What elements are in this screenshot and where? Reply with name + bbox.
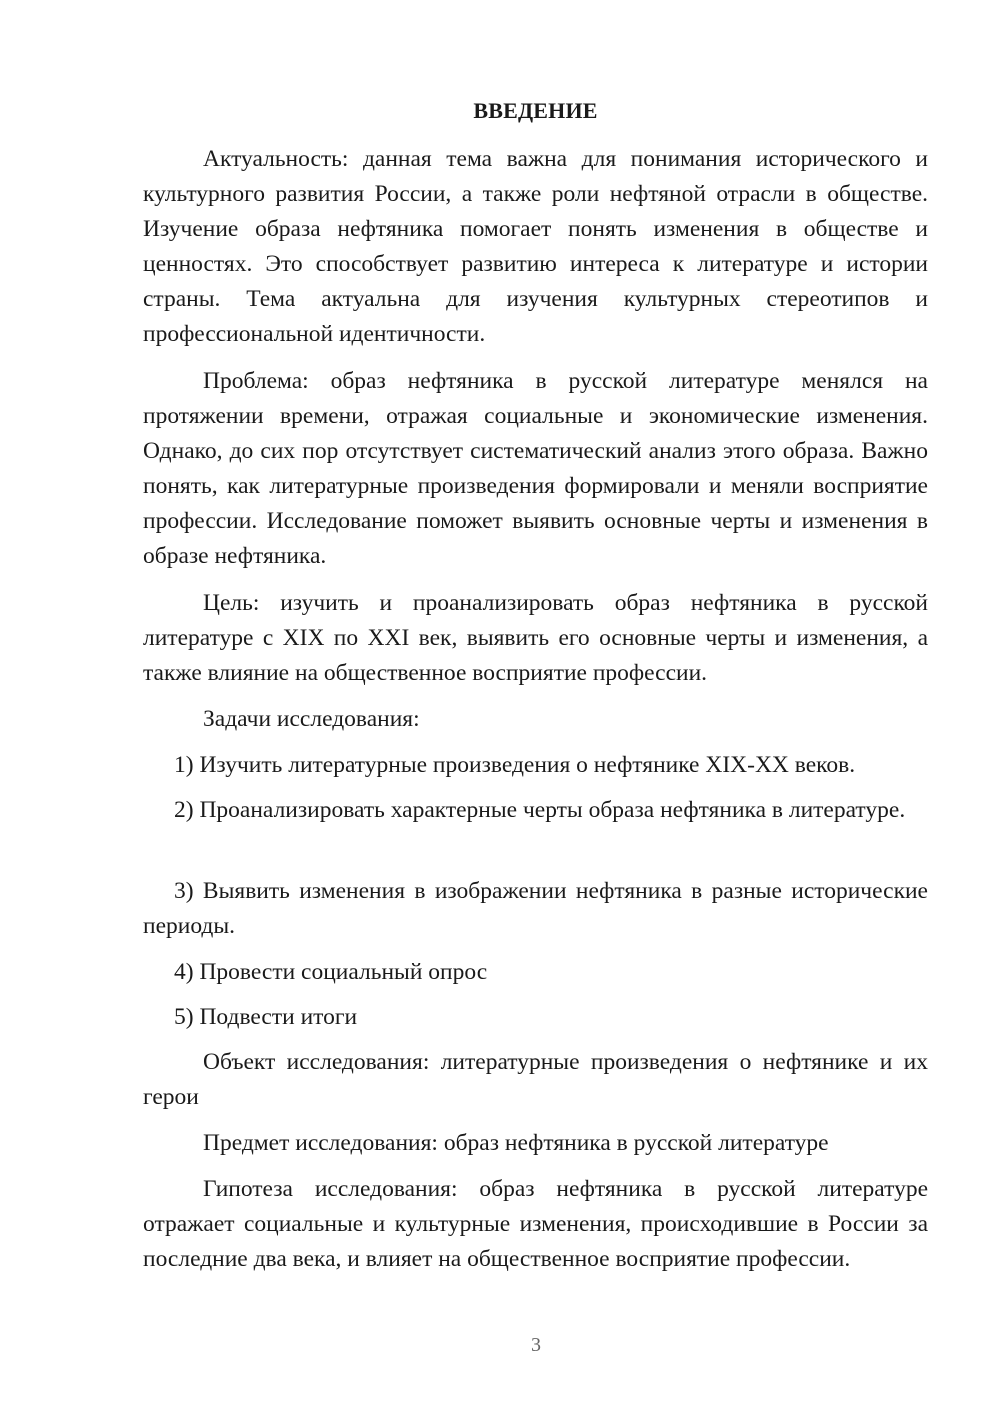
paragraph-subject: Предмет исследования: образ нефтяника в русской литературе xyxy=(203,1130,829,1156)
page-number: 3 xyxy=(531,1334,541,1356)
task-item-5: 5) Подвести итоги xyxy=(174,1004,358,1030)
tasks-heading: Задачи исследования: xyxy=(203,706,420,732)
task-item-4: 4) Провести социальный опрос xyxy=(174,959,488,985)
page-title: ВВЕДЕНИЕ xyxy=(473,98,598,123)
paragraph-object: Объект исследования: литературные произведения о нефтянике и их герои xyxy=(143,1049,928,1110)
paragraph-hypothesis: Гипотеза исследования: образ нефтяника в русской литературе отражает социальные и культурные изменения, происходившие в России за последние два века, и влияет на общественное восприятие профессии. xyxy=(143,1176,928,1272)
paragraph-problem: Проблема: образ нефтяника в русской литературе менялся на протяжении времени, отражая социальные и экономические изменения. Однако, до сих пор отсутствует систематический анализ этого образа. Важно понять, как литературные произведения формировали и меняли восприятие профессии. Исследование поможет выявить основные черты и изменения в образе нефтяника. xyxy=(143,368,928,569)
paragraph-goal: Цель: изучить и проанализировать образ нефтяника в русской литературе с XIX по XXI век, выявить его основные черты и изменения, а также влияние на общественное восприятие профессии. xyxy=(143,590,928,686)
paragraph-relevance: Актуальность: данная тема важна для понимания исторического и культурного развития России, а также роли нефтяной отрасли в обществе. Изучение образа нефтяника помогает понять изменения в обществе и ценностях. Это способствует развитию интереса к литературе и истории страны. Тема актуальна для изучения культурных стереотипов и профессиональной идентичности. xyxy=(143,146,928,347)
task-item-2: 2) Проанализировать характерные черты образа нефтяника в литературе. xyxy=(174,797,906,823)
task-item-3: 3) Выявить изменения в изображении нефтяника в разные исторические периоды. xyxy=(143,878,928,939)
task-item-1: 1) Изучить литературные произведения о нефтянике XIX-XX веков. xyxy=(174,752,856,778)
